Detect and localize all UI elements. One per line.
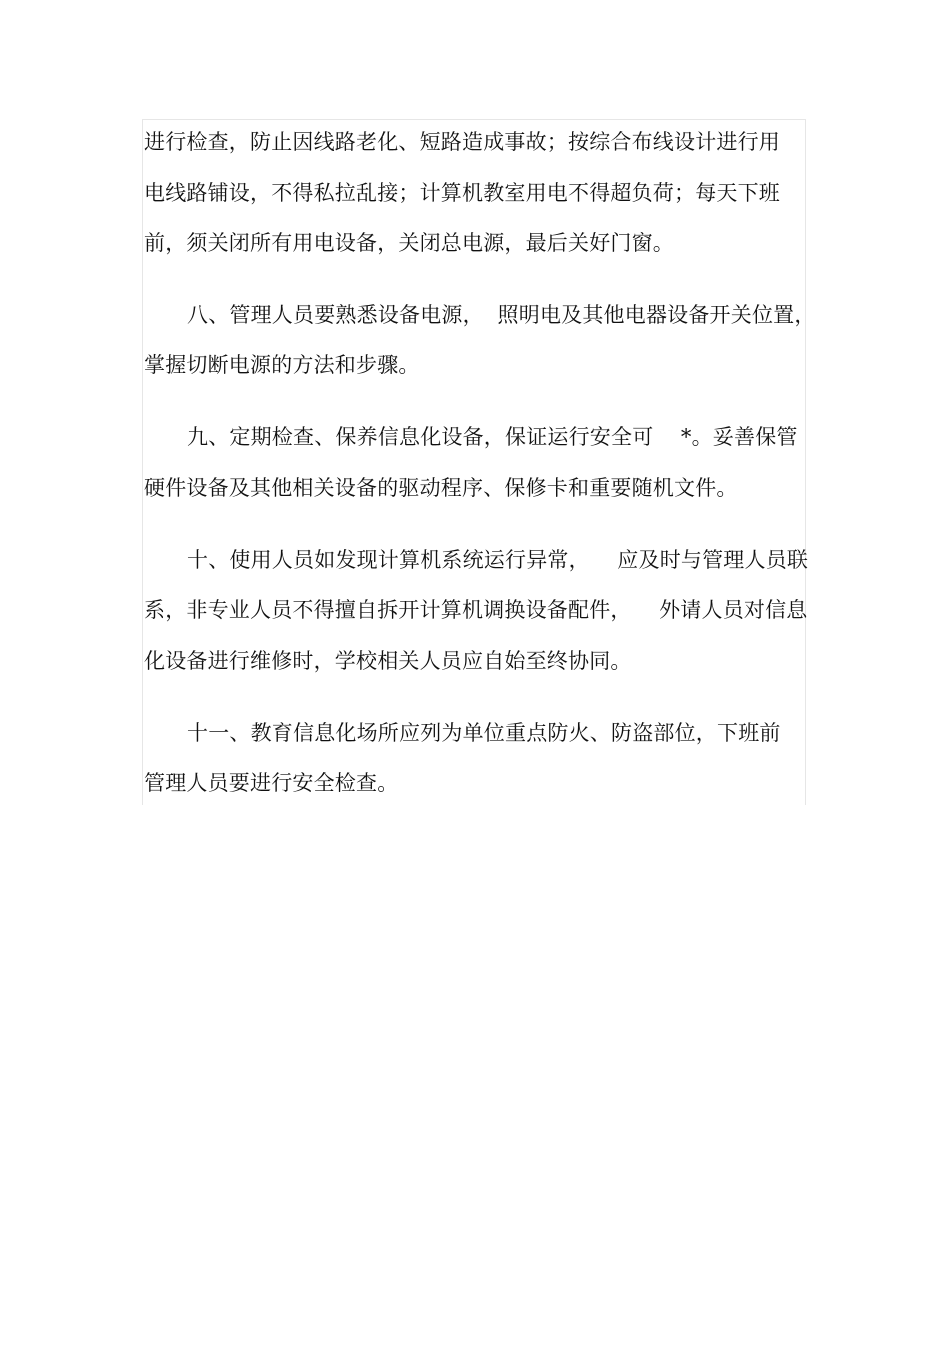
text-line: 九、定期检查、保养信息化设备，保证运行安全可 *。妥善保管: [187, 425, 798, 449]
text-line: 掌握切断电源的方法和步骤。: [144, 353, 420, 377]
text-line: 管理人员要进行安全检查。: [144, 771, 399, 795]
text-line: 化设备进行维修时，学校相关人员应自始至终协同。: [144, 649, 632, 673]
text-line: 硬件设备及其他相关设备的驱动程序、保修卡和重要随机文件。: [144, 476, 738, 500]
text-line: 系，非专业人员不得擅自拆开计算机调换设备配件， 外请人员对信息: [144, 598, 808, 622]
text-line: 前，须关闭所有用电设备，关闭总电源，最后关好门窗。: [144, 231, 674, 255]
text-line: 电线路铺设，不得私拉乱接；计算机教室用电不得超负荷；每天下班: [144, 181, 780, 205]
text-line: 十一、教育信息化场所应列为单位重点防火、防盗部位，下班前: [187, 721, 781, 745]
document-frame: [142, 119, 809, 805]
text-line: 进行检查，防止因线路老化、短路造成事故；按综合布线设计进行用: [144, 130, 780, 154]
text-line: 八、管理人员要熟悉设备电源， 照明电及其他电器设备开关位置，: [187, 303, 816, 327]
text-line: 十、使用人员如发现计算机系统运行异常， 应及时与管理人员联: [187, 548, 809, 572]
